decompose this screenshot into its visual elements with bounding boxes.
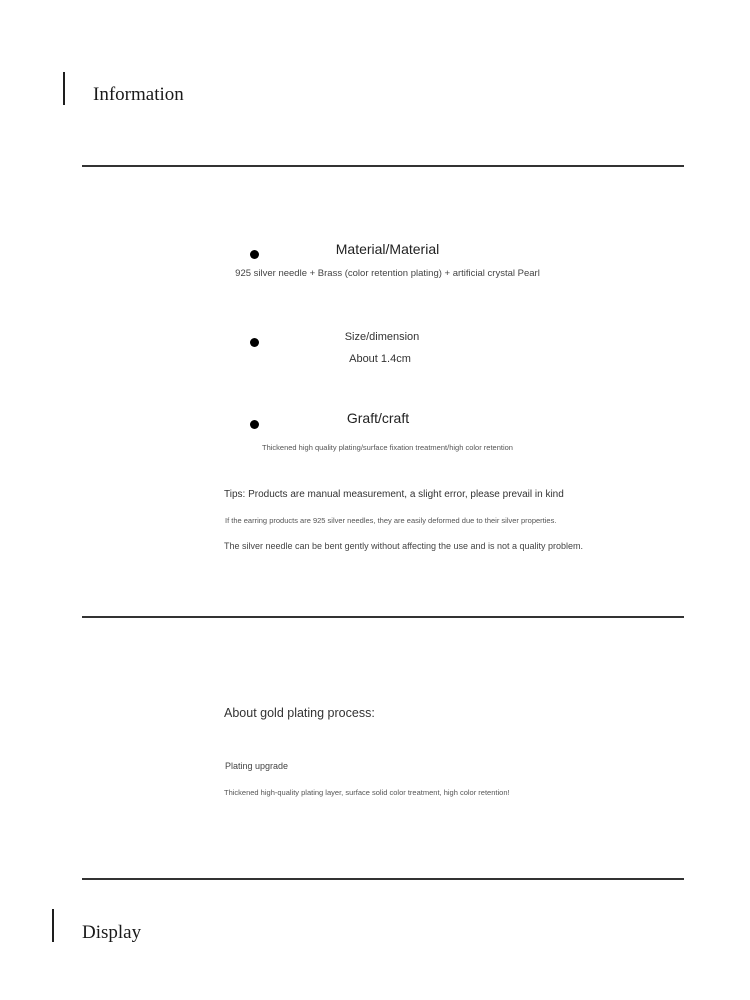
divider-middle: [82, 616, 684, 618]
tips-line-2: If the earring products are 925 silver needles, they are easily deformed due to their silver properties.: [225, 516, 557, 525]
spec-label-material: Material/Material: [335, 241, 440, 257]
spec-value-size: About 1.4cm: [349, 353, 411, 365]
display-title-bar: [52, 909, 54, 942]
tips-line-3: The silver needle can be bent gently without affecting the use and is not a quality problem.: [224, 541, 584, 551]
spec-label-size: Size/dimension: [344, 331, 420, 343]
spec-value-material: 925 silver needle + Brass (color retention plating) + artificial crystal Pearl: [235, 268, 540, 279]
spec-label-craft: Graft/craft: [346, 410, 410, 426]
display-title: Display: [82, 922, 142, 943]
plating-heading: About gold plating process:: [224, 706, 375, 720]
plating-subheading: Plating upgrade: [225, 761, 289, 771]
tips-line-1: Tips: Products are manual measurement, a slight error, please prevail in kind: [224, 489, 564, 500]
divider-bottom: [82, 878, 684, 880]
information-title-bar: [63, 72, 65, 105]
information-title: Information: [93, 84, 184, 105]
spec-value-craft: Thickened high quality plating/surface fixation treatment/high color retention: [262, 443, 513, 452]
divider-top: [82, 165, 684, 167]
plating-description: Thickened high-quality plating layer, surface solid color treatment, high color retention!: [224, 788, 510, 797]
